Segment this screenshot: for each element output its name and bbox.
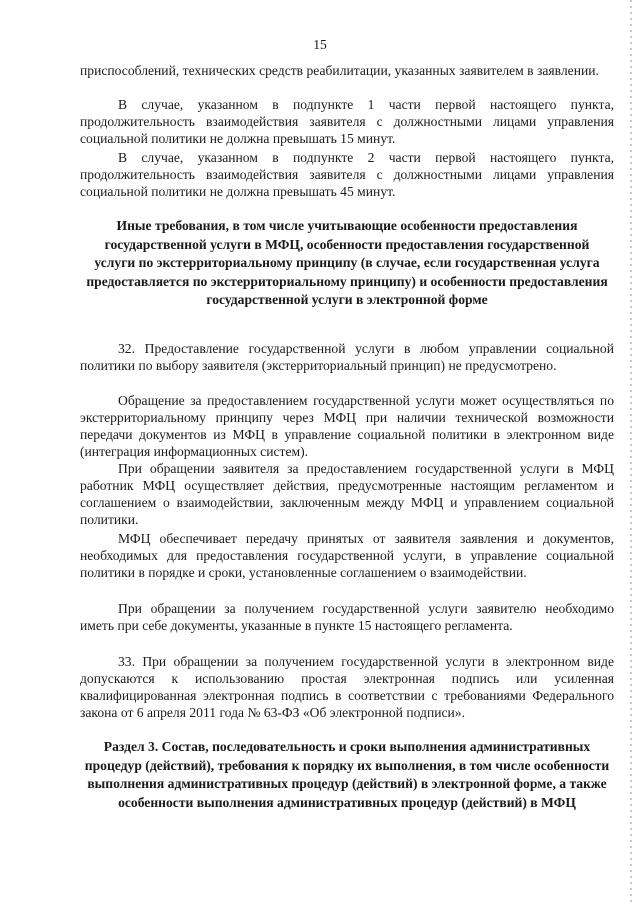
paragraph-mfc-worker-actions: При обращении заявителя за предоставлением государственной услуги в МФЦ работник МФЦ осуществляет действия, предусмотренные настоящим регламентом и соглашением о взаимодействии, заключенным между МФЦ и управлением социальной политики.	[80, 461, 614, 527]
paragraph-32: 32. Предоставление государственной услуги в любом управлении социальной политики по выбору заявителя (экстерриториальный принцип) не предусмотрено.	[80, 341, 614, 373]
paragraph-interaction-45-min: В случае, указанном в подпункте 2 части первой настоящего пункта, продолжительность взаимодействия заявителя с должностными лицами управления социальной политики не должна превышать 45 минут.	[80, 150, 614, 199]
paragraph-mfc-document-transfer: МФЦ обеспечивает передачу принятых от заявителя заявления и документов, необходимых для предоставления государственной услуги, в управление социальной политики в порядке и сроки, установленные соглашением о взаимодействии.	[80, 531, 614, 580]
section-heading-other-requirements: Иные требования, в том числе учитывающие особенности предоставления государственной услуги в МФЦ, особенности предоставления государственной услуги по экстерриториальному принципу (в случае, если государственная услуга предоставляется по экстерриториальному принципу) и особенности предоставления государственной услуги в электронной форме	[86, 218, 608, 307]
paragraph-33: 33. При обращении за получением государственной услуги в электронном виде допускаются к использованию простая электронная подпись или усиленная квалифицированная электронная подпись в соответствии с требованиями Федерального закона от 6 апреля 2011 года № 63-ФЗ «Об электронной подписи».	[80, 654, 614, 720]
scan-edge-mark	[630, 0, 632, 905]
paragraph-extraterritorial-mfc: Обращение за предоставлением государственной услуги может осуществляться по экстерриториальному принципу через МФЦ при наличии технической возможности передачи документов из МФЦ в управление социальной политики в электронном виде (интеграция информационных систем).	[80, 393, 614, 459]
paragraph-required-documents: При обращении за получением государственной услуги заявителю необходимо иметь при себе документы, указанные в пункте 15 настоящего регламента.	[80, 601, 614, 633]
section-3-heading: Раздел 3. Состав, последовательность и сроки выполнения административных процедур (действий), требования к порядку их выполнения, в том числе особенности выполнения административных процедур (действий) в электронной форме, а также особенности выполнения административных процедур (действий) в МФЦ	[84, 739, 610, 810]
page-number: 15	[313, 37, 327, 52]
paragraph-interaction-15-min: В случае, указанном в подпункте 1 части первой настоящего пункта, продолжительность взаимодействия заявителя с должностными лицами управления социальной политики не должна превышать 15 минут.	[80, 97, 614, 146]
paragraph-continuation: приспособлений, технических средств реабилитации, указанных заявителем в заявлении.	[80, 63, 599, 78]
